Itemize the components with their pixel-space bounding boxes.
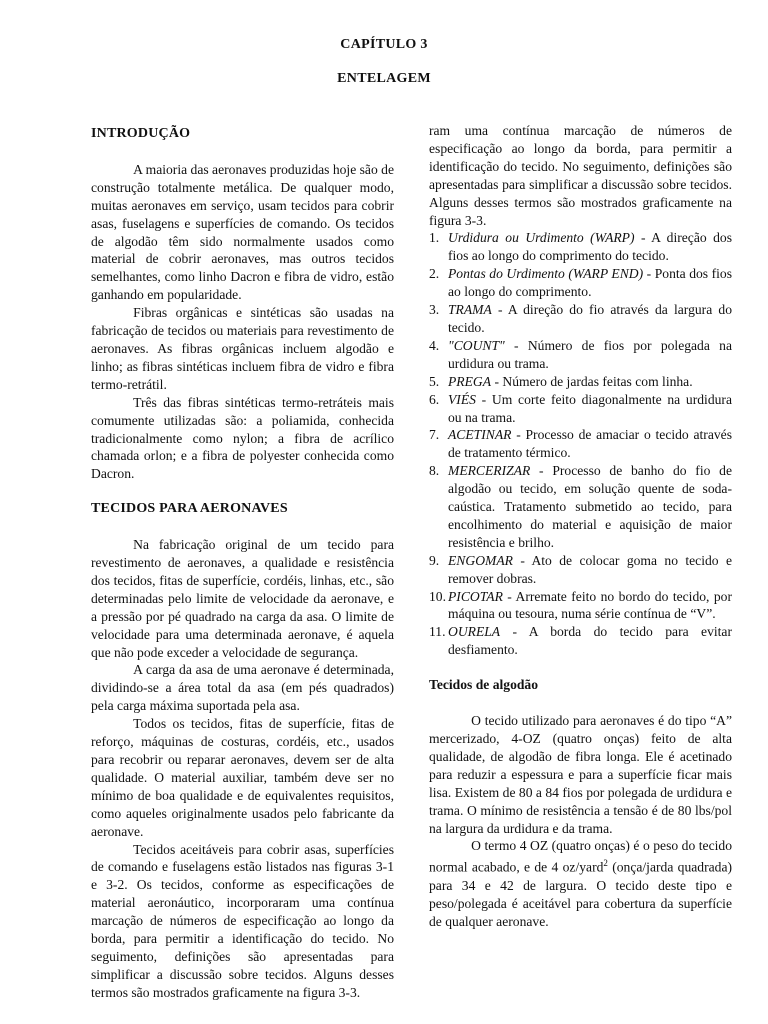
chapter-number: CAPÍTULO 3 bbox=[340, 37, 428, 52]
body-paragraph: Todos os tecidos, fitas de superfície, fitas de reforço, máquinas de costuras, cordéis, etc., usados para recobrir ou reparar aeronaves, devem ser de alta qualidade. O material auxiliar, também deve ser no mínimo de boa qualidade e de equivalentes requisitos, como aqueles originalmente usados pelo fabricante da aeronave. bbox=[91, 716, 394, 839]
cotton-fabrics-heading: Tecidos de algodão bbox=[429, 677, 539, 693]
list-item: 6. VIÉS - Um corte feito diagonalmente na urdidura ou na trama. bbox=[429, 391, 732, 425]
continued-paragraph: ram uma contínua marcação de números de especificação ao longo da borda, para permitir a identificação do tecido. No seguimento, definições são apresentadas para simplificar a discussão sobre tecidos. Alguns desses termos são mostrados graficamente na figura 3-3. bbox=[429, 123, 732, 228]
list-item: 11. OURELA - A borda do tecido para evitar desfiamento. bbox=[429, 624, 732, 658]
list-item: 1. Urdidura ou Urdimento (WARP) - A direção dos fios ao longo do comprimento do tecido. bbox=[429, 230, 732, 264]
list-item: 7. ACETINAR - Processo de amaciar o tecido através de tratamento térmico. bbox=[429, 427, 732, 461]
right-column bbox=[429, 122, 732, 931]
list-item: 4. "COUNT" - Número de fios por polegada na urdidura ou trama. bbox=[429, 337, 732, 371]
body-paragraph: Tecidos aceitáveis para cobrir asas, superfícies de comando e fuselagens estão listados nas figuras 3-1 e 3-2. Os tecidos, conforme as especificações de material aeronáutico, incorporaram uma contínua marcação de números de especificação ao longo da borda, para permitir a identificação do tecido. No seguimento, definições são apresentadas para simplificar a discussão sobre tecidos. Alguns desses termos são mostrados graficamente na figura 3-3. bbox=[91, 841, 394, 1000]
list-item: 5. PREGA - Número de jardas feitas com linha. bbox=[429, 373, 693, 389]
list-item: 8. MERCERIZAR - Processo de banho do fio de algodão ou tecido, em solução quente de soda-caústica. Tratamento submetido ao tecido, para encolhimento do material e aquisição de maior resistência e brilho. bbox=[429, 463, 732, 550]
list-item: 10. PICOTAR - Arremate feito no bordo do tecido, por máquina ou tesoura, numa série contínua de “V”. bbox=[429, 588, 732, 622]
left-column bbox=[91, 122, 394, 1000]
body-paragraph: Na fabricação original de um tecido para revestimento de aeronaves, a qualidade e resistência dos tecidos, fitas de superfície, cordéis, linhas, etc., são determinadas pelo limite de velocidade da aeronave, e a pressão por pé quadrado na carga da asa. O limite de velocidade para uma determinada aeronave, é aquela que não pode exceder a velocidade de segurança. bbox=[91, 537, 394, 660]
intro-paragraph: Fibras orgânicas e sintéticas são usadas na fabricação de tecidos ou materiais para revestimento de aeronaves. As fibras orgânicas incluem algodão e linho; as fibras sintéticas incluem fibra de vidro e fibra termo-retrátil. bbox=[91, 305, 394, 392]
aircraft-fabrics-heading: TECIDOS PARA AERONAVES bbox=[91, 501, 288, 517]
body-paragraph: A carga da asa de uma aeronave é determinada, dividindo-se a área total da asa (em pés quadrados) pela carga máxima suportada pela asa. bbox=[91, 662, 394, 714]
body-paragraph: O termo 4 OZ (quatro onças) é o peso do tecido normal acabado, e de 4 oz/yard$^2$ (onça/jarda quadrada) para 34 e 42 de largura. O tecido deste tipo e peso/polegada é aceitável para cobertura da superfície de qualquer aeronave. bbox=[429, 838, 732, 929]
chapter-title: ENTELAGEM bbox=[337, 71, 431, 86]
list-item: 2. Pontas do Urdimento (WARP END) - Ponta dos fios ao longo do comprimento. bbox=[429, 266, 732, 300]
body-paragraph: O tecido utilizado para aeronaves é do tipo “A” mercerizado, 4-OZ (quatro onças) feito de alta qualidade, de algodão de fibra longa. Ele é acetinado para reduzir a espessura e para a superfície ficar mais lisa. Existem de 80 a 84 fios por polegada de urdidura e trama. O mínimo de resistência a tensão é de 80 lbs/pol na largura da urdidura e da trama. bbox=[429, 713, 732, 836]
list-item: 9. ENGOMAR - Ato de colocar goma no tecido e remover dobras. bbox=[429, 552, 732, 586]
intro-heading: INTRODUÇÃO bbox=[91, 126, 191, 141]
terms-list bbox=[429, 229, 732, 659]
intro-paragraph: Três das fibras sintéticas termo-retráteis mais comumente utilizadas são: a poliamida, conhecida tradicionalmente como nylon; a fibra de acrílico chamada orlon; e a fibra de polyester conhecida como Dacron. bbox=[91, 394, 394, 482]
intro-paragraph: A maioria das aeronaves produzidas hoje são de construção totalmente metálica. De qualquer modo, muitas aeronaves em serviço, usam tecidos para cobrir asas, fuselagens e superfícies de comando. Os tecidos de algodão têm sido normalmente usados como material de cobrir aeronaves, mas outros tecidos semelhantes, como linho Dacron e fibra de vidro, estão ganhando em popularidade. bbox=[91, 161, 394, 303]
list-item: 3. TRAMA - A direção do fio através da largura do tecido. bbox=[429, 302, 732, 335]
